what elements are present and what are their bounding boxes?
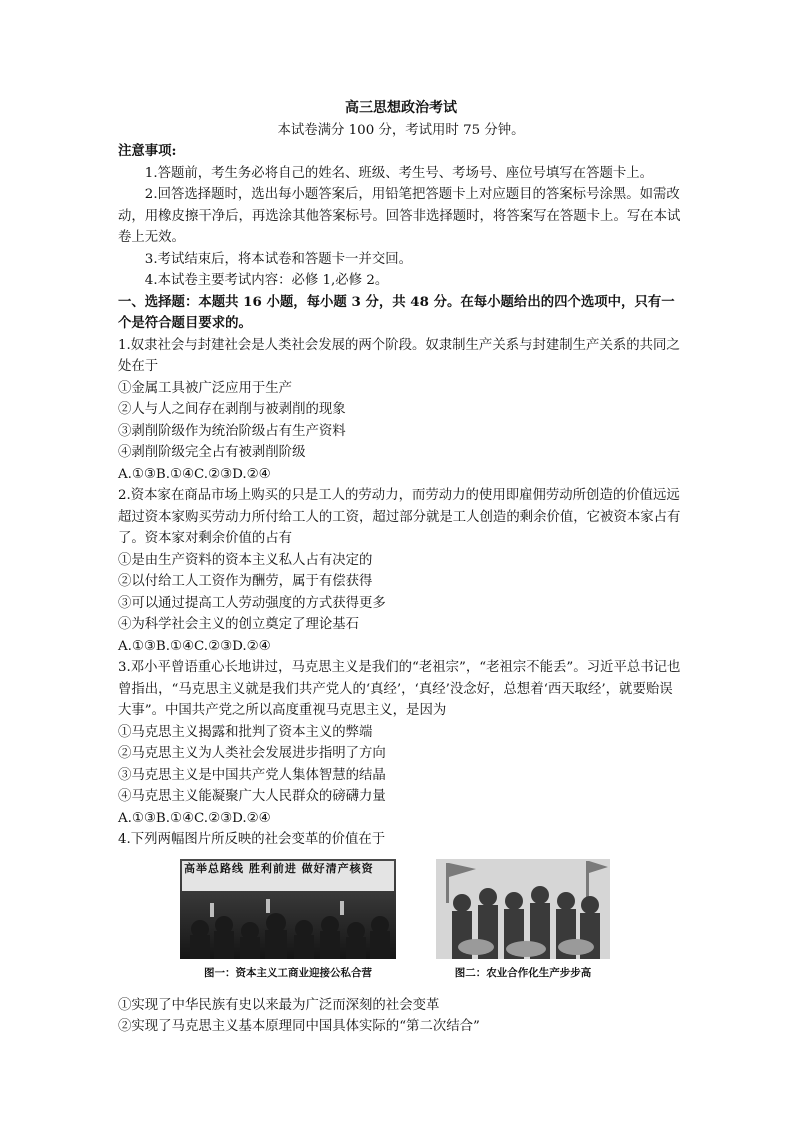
question-1-statement: ①金属工具被广泛应用于生产 <box>118 380 293 396</box>
figure-2-photo <box>436 859 610 959</box>
notes-heading: 注意事项: <box>118 143 177 159</box>
note-item: 1.答题前，考生务必将自己的姓名、班级、考生号、考场号、座位号填写在答题卡上。 <box>144 165 654 181</box>
figure-2 <box>436 859 610 981</box>
question-2-statement: ①是由生产资料的资本主义私人占有决定的 <box>118 552 373 568</box>
question-3-statement: ①马克思主义揭露和批判了资本主义的弊端 <box>118 724 373 740</box>
question-3-statement: ④马克思主义能凝聚广大人民群众的磅礴力量 <box>118 789 386 804</box>
question-2-options: A.①③B.①④C.②③D.②④ <box>118 638 271 654</box>
question-4-stem: 4.下列两幅图片所反映的社会变革的价值在于 <box>118 832 386 847</box>
exam-content <box>118 98 684 1038</box>
question-2-statement: ③可以通过提高工人劳动强度的方式获得更多 <box>118 595 386 611</box>
question-1-options: A.①③B.①④C.②③D.②④ <box>118 466 271 482</box>
question-3-statement: ②马克思主义为人类社会发展进步指明了方向 <box>118 746 386 761</box>
note-item: 3.考试结束后，将本试卷和答题卡一并交回。 <box>144 251 412 267</box>
question-4-figures <box>118 859 684 989</box>
question-2-stem: 2.资本家在商品市场上购买的只是工人的劳动力，而劳动力的使用即雇佣劳动所创造的价值远远超过资本家购买劳动力所付给工人的工资，超过部分就是工人创造的剩余价值，它被资本家占有了。资本家对剩余价值的占有 <box>118 488 681 546</box>
note-item: 2.回答选择题时，选出每小题答案后，用铅笔把答题卡上对应题目的答案标号涂黑。如需改动，用橡皮擦干净后，再选涂其他答案标号。回答非选择题时，将答案写在答题卡上。写在本试卷上无效。 <box>118 187 681 245</box>
figure-1-caption: 图一：资本主义工商业迎接公私合营 <box>204 966 372 979</box>
question-1-stem: 1.奴隶社会与封建社会是人类社会发展的两个阶段。奴隶制生产关系与封建制生产关系的共同之处在于 <box>118 337 680 374</box>
question-3-stem: 3.邓小平曾语重心长地讲过，马克思主义是我们的“老祖宗”，“老祖宗不能丢”。习近平总书记也曾指出，“马克思主义就是我们共产党人的‘真经’，‘真经’没念好，总想着‘西天取经’，就要贻误大事”。中国共产党之所以高度重视马克思主义，是因为 <box>118 660 681 718</box>
question-3-options: A.①③B.①④C.②③D.②④ <box>118 810 271 826</box>
figure-1-banner: 高举总路线 胜利前进 做好清产核资 <box>184 861 374 875</box>
exam-subtitle: 本试卷满分 100 分，考试用时 75 分钟。 <box>277 122 525 138</box>
question-3-statement: ③马克思主义是中国共产党人集体智慧的结晶 <box>118 767 386 783</box>
figure-1-photo <box>180 859 396 959</box>
figure-2-caption: 图二：农业合作化生产步步高 <box>454 966 592 979</box>
note-item: 4.本试卷主要考试内容：必修 1,必修 2。 <box>144 273 389 288</box>
exam-title: 高三思想政治考试 <box>345 100 457 116</box>
figure-1 <box>180 859 396 981</box>
question-1-statement: ④剥削阶级完全占有被剥削阶级 <box>118 445 306 460</box>
question-1-statement: ③剥削阶级作为统治阶级占有生产资料 <box>118 423 346 439</box>
section-heading: 一、选择题：本题共 16 小题，每小题 3 分，共 48 分。在每小题给出的四个选项中，只有一个是符合题目要求的。 <box>118 293 675 331</box>
question-1-statement: ②人与人之间存在剥削与被剥削的现象 <box>118 402 346 417</box>
question-2-statement: ④为科学社会主义的创立奠定了理论基石 <box>118 617 360 632</box>
question-2-statement: ②以付给工人工资作为酬劳，属于有偿获得 <box>118 574 373 589</box>
figure-2-illustration <box>436 859 610 959</box>
question-4-statement: ①实现了中华民族有史以来最为广泛而深刻的社会变革 <box>118 997 440 1013</box>
question-4-statement: ②实现了马克思主义基本原理同中国具体实际的“第二次结合” <box>118 1019 480 1034</box>
